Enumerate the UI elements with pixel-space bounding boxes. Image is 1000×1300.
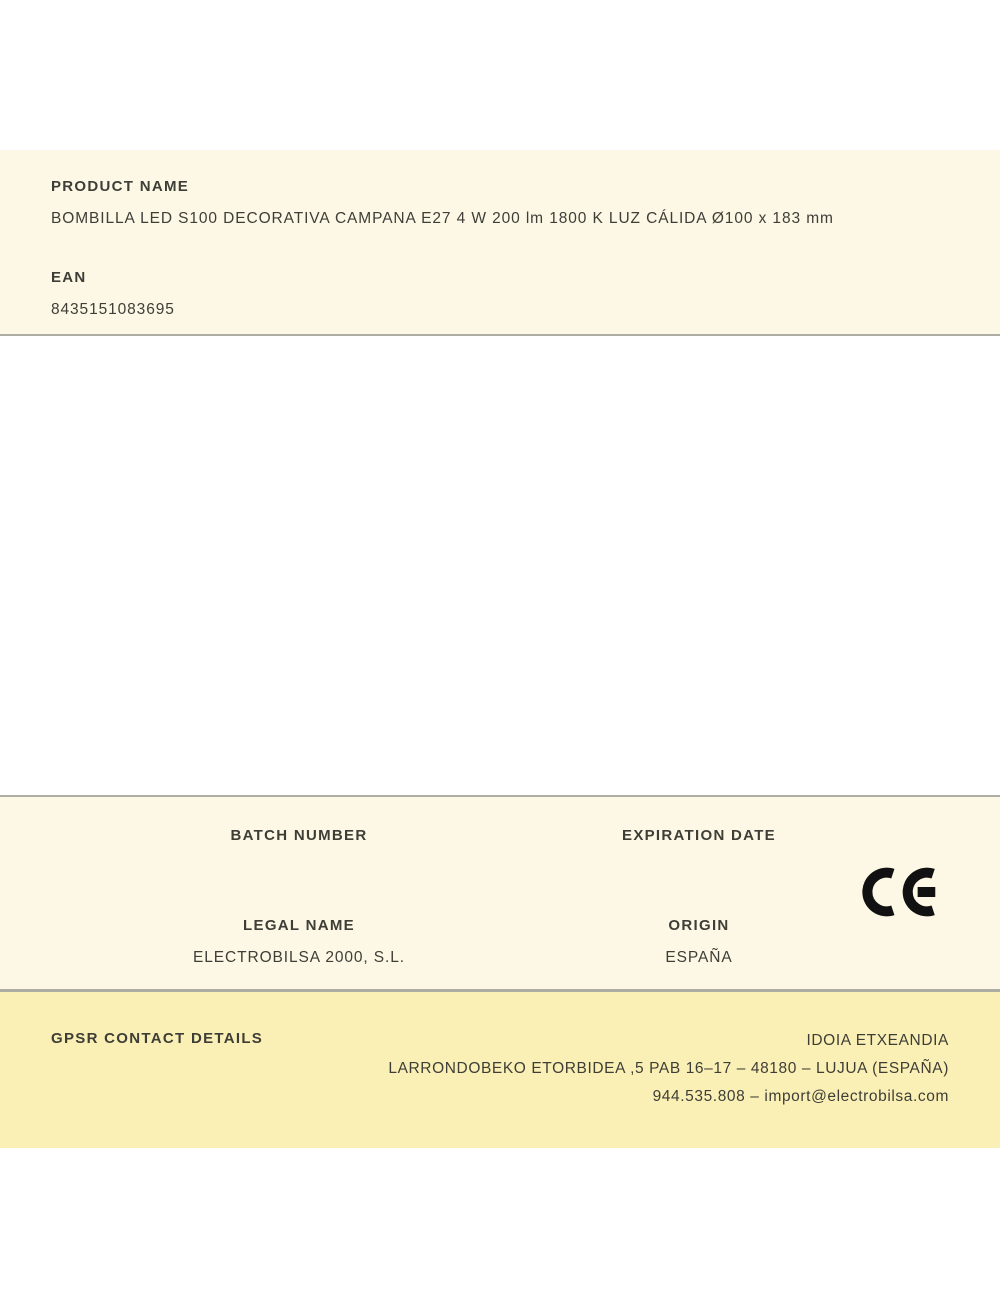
gpsr-contact-block <box>388 1027 949 1111</box>
origin-label: ORIGIN <box>668 917 730 934</box>
origin-value: ESPAÑA <box>665 949 733 966</box>
gpsr-phone-email: 944.535.808 – import@electrobilsa.com <box>652 1088 949 1105</box>
gpsr-contact-section <box>0 992 1000 1148</box>
gpsr-address: LARRONDOBEKO ETORBIDEA ,5 PAB 16–17 – 48180 – LUJUA (ESPAÑA) <box>388 1060 949 1077</box>
ean-value: 8435151083695 <box>51 301 175 318</box>
origin-cell <box>499 916 899 967</box>
batch-number-cell <box>99 826 499 858</box>
legal-name-label: LEGAL NAME <box>243 917 355 934</box>
batch-info-section <box>0 795 1000 992</box>
product-name-value: BOMBILLA LED S100 DECORATIVA CAMPANA E27 4 W 200 lm 1800 K LUZ CÁLIDA Ø100 x 183 mm <box>51 210 834 227</box>
expiration-date-label: EXPIRATION DATE <box>622 827 776 844</box>
gpsr-contact-name: IDOIA ETXEANDIA <box>806 1032 949 1049</box>
legal-name-cell <box>99 916 499 967</box>
gpsr-heading: GPSR CONTACT DETAILS <box>51 1030 264 1047</box>
product-info-section <box>0 150 1000 336</box>
ean-label: EAN <box>51 269 87 286</box>
batch-number-label: BATCH NUMBER <box>230 827 368 844</box>
legal-name-value: ELECTROBILSA 2000, S.L. <box>193 949 405 966</box>
product-name-label: PRODUCT NAME <box>51 178 190 195</box>
expiration-date-cell <box>499 826 899 858</box>
ce-mark-icon <box>858 860 942 924</box>
